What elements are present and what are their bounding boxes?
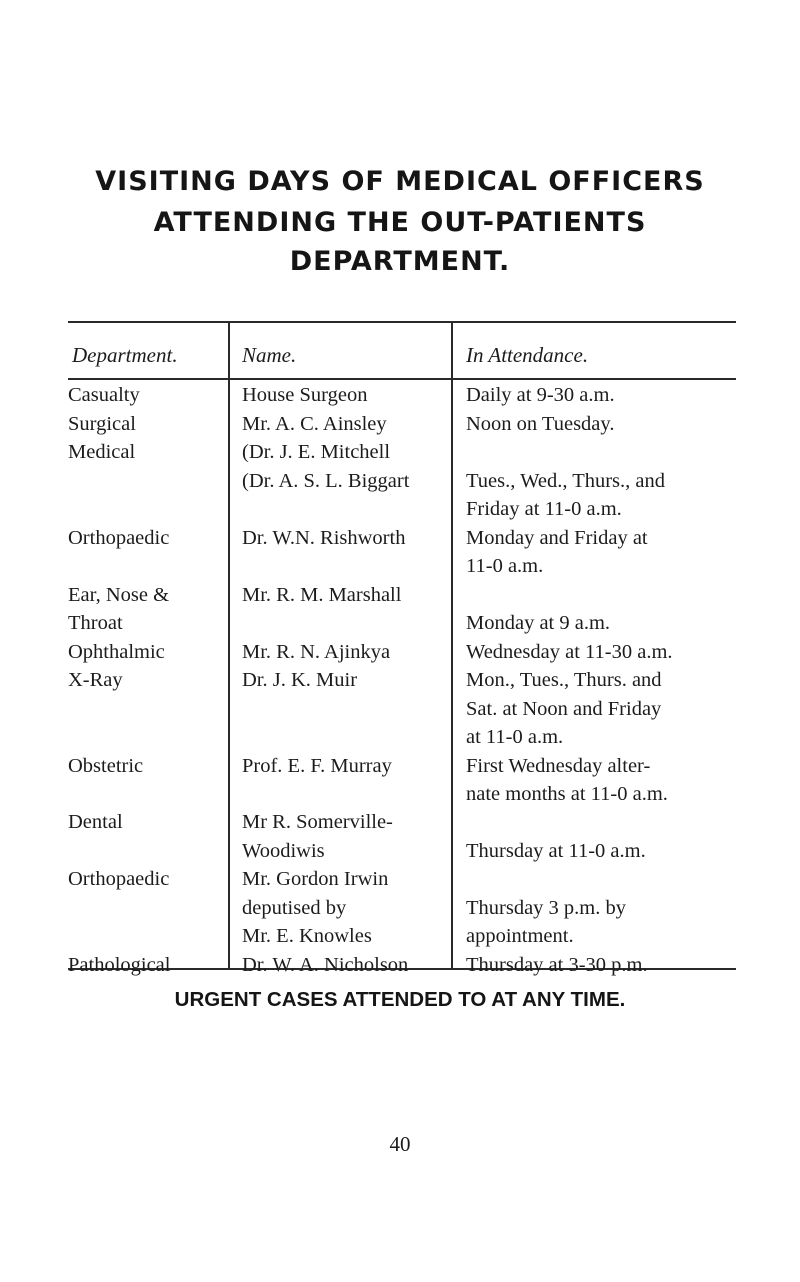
attendance-cell: nate months at 11-0 a.m.	[466, 783, 668, 805]
header-department: Department.	[72, 343, 178, 367]
attendance-cell: Monday at 9 a.m.	[466, 612, 611, 634]
department-cell: Orthopaedic	[68, 868, 170, 890]
attendance-cell: Wednesday at 11-30 a.m.	[466, 641, 673, 663]
attendance-cell: Noon on Tuesday.	[466, 413, 615, 435]
urgent-cases-note: URGENT CASES ATTENDED TO AT ANY TIME.	[174, 988, 626, 1011]
column-divider-1	[228, 321, 230, 970]
officer-name-cell: Prof. E. F. Murray	[242, 755, 392, 777]
attendance-cell: Daily at 9-30 a.m.	[466, 384, 615, 406]
attendance-cell: Thursday 3 p.m. by	[466, 897, 626, 919]
officer-name-cell: Woodiwis	[242, 840, 325, 862]
title-line-2: ATTENDING THE OUT-PATIENTS	[153, 207, 647, 238]
officer-name-cell: House Surgeon	[242, 384, 368, 406]
officer-name-cell: Mr. E. Knowles	[242, 925, 372, 947]
attendance-cell: First Wednesday alter-	[466, 755, 651, 777]
department-cell: Dental	[68, 811, 123, 833]
department-cell: Ear, Nose &	[68, 584, 170, 606]
header-name: Name.	[242, 343, 297, 367]
attendance-cell: Mon., Tues., Thurs. and	[466, 669, 662, 691]
attendance-cell: Tues., Wed., Thurs., and	[466, 470, 665, 492]
department-cell: Surgical	[68, 413, 136, 435]
header-bottom-rule	[68, 378, 736, 380]
officer-name-cell: Dr. W. A. Nicholson	[242, 954, 409, 976]
department-cell: Obstetric	[68, 755, 144, 777]
officer-name-cell: Mr. Gordon Irwin	[242, 868, 389, 890]
attendance-cell: Monday and Friday at	[466, 527, 648, 549]
attendance-cell: Friday at 11-0 a.m.	[466, 498, 622, 520]
title-line-3: DEPARTMENT.	[289, 246, 511, 277]
header-attendance: In Attendance.	[466, 343, 589, 367]
officer-name-cell: Mr R. Somerville-	[242, 811, 393, 833]
department-cell: Medical	[68, 441, 136, 463]
column-divider-2	[451, 321, 453, 970]
attendance-cell: appointment.	[466, 925, 574, 947]
officer-name-cell: Mr. R. N. Ajinkya	[242, 641, 391, 663]
officer-name-cell: Dr. W.N. Rishworth	[242, 527, 406, 549]
officer-name-cell: Mr. A. C. Ainsley	[242, 413, 387, 435]
attendance-cell: 11-0 a.m.	[466, 555, 544, 577]
department-cell: Pathological	[68, 954, 171, 976]
officer-name-cell: (Dr. A. S. L. Biggart	[242, 470, 410, 492]
officer-name-cell: (Dr. J. E. Mitchell	[242, 441, 391, 463]
department-cell: Ophthalmic	[68, 641, 165, 663]
attendance-cell: Thursday at 11-0 a.m.	[466, 840, 646, 862]
department-cell: Throat	[68, 612, 123, 634]
officer-name-cell: deputised by	[242, 897, 347, 919]
table-top-rule	[68, 321, 736, 323]
department-cell: X-Ray	[68, 669, 123, 691]
attendance-cell: Thursday at 3-30 p.m.	[466, 954, 648, 976]
attendance-cell: at 11-0 a.m.	[466, 726, 564, 748]
title-line-1: VISITING DAYS OF MEDICAL OFFICERS	[95, 166, 705, 197]
officer-name-cell: Dr. J. K. Muir	[242, 669, 358, 691]
page-number: 40	[389, 1132, 411, 1156]
department-cell: Casualty	[68, 384, 140, 406]
attendance-cell: Sat. at Noon and Friday	[466, 698, 662, 720]
officer-name-cell: Mr. R. M. Marshall	[242, 584, 402, 606]
department-cell: Orthopaedic	[68, 527, 170, 549]
